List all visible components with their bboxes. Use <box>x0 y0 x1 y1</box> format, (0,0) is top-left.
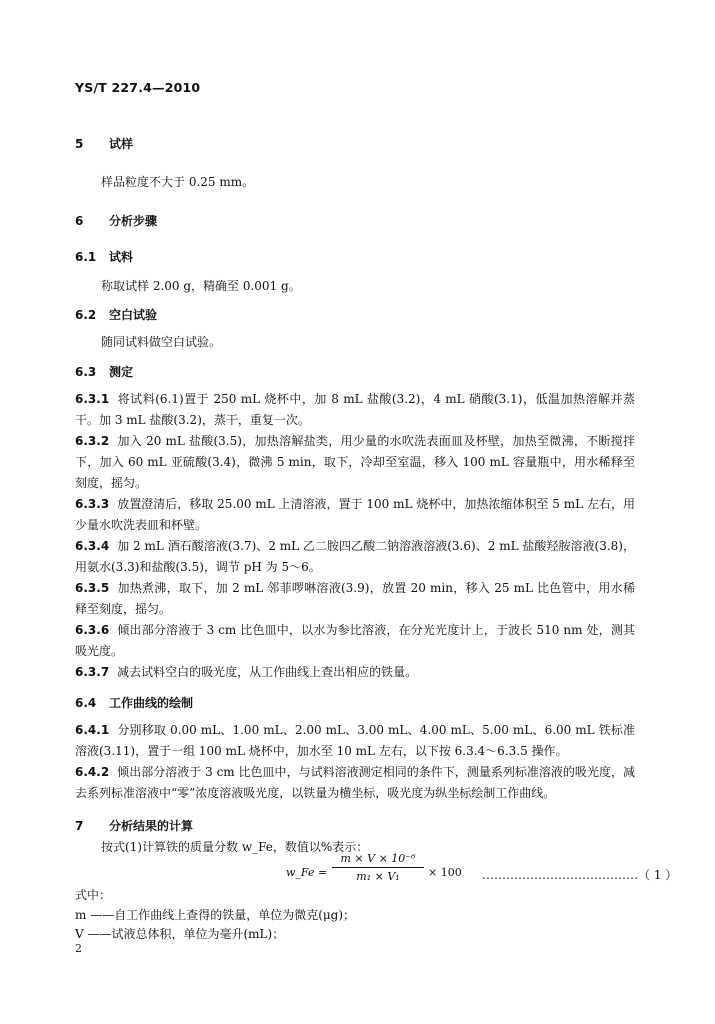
section-title: 分析步骤 <box>109 214 158 228</box>
clause-number: 6.3.3 <box>75 497 110 511</box>
section-number: 5 <box>75 137 84 151</box>
section-title: 分析结果的计算 <box>109 819 194 833</box>
para-6-3-2 <box>75 431 635 494</box>
clause-number: 6.3.4 <box>75 539 110 553</box>
para-6-3-3 <box>75 494 635 536</box>
formula-fraction <box>332 852 424 883</box>
equation-number: …………………………………（ 1 ） <box>482 868 678 882</box>
section-number: 6.2 <box>75 308 97 322</box>
section-number: 6.1 <box>75 250 97 264</box>
section-title: 工作曲线的绘制 <box>109 696 194 710</box>
clause-text: 倾出部分溶液于 3 cm 比色皿中，以水为参比溶液，在分光光度计上，于波长 510 nm 处，测其吸光度。 <box>75 623 635 658</box>
para-6-4-1 <box>75 720 635 762</box>
section-number: 6.4 <box>75 696 97 710</box>
clause-number: 6.3.6 <box>75 623 110 637</box>
section-6-3-heading <box>75 363 133 380</box>
clause-text: 加入 20 mL 盐酸(3.5)，加热溶解盐类，用少量的水吹洗表面皿及杯壁，加热至微沸，不断搅拌下，加入 60 mL 亚硫酸(3.4)，微沸 5 min，取下，冷却至室温，移入 100 mL 容量瓶中，用水稀释至刻度，摇匀。 <box>75 434 635 490</box>
clause-number: 6.3.1 <box>75 392 110 406</box>
clause-number: 6.4.1 <box>75 723 110 737</box>
clause-text: 将试料(6.1)置于 250 mL 烧杯中，加 8 mL 盐酸(3.2)，4 mL 硝酸(3.1)，低温加热溶解并蒸干。加 3 mL 盐酸(3.2)，蒸干，重复一次。 <box>75 392 635 427</box>
section-title: 试料 <box>109 250 134 264</box>
formula-denominator: m₁ × V₁ <box>356 870 400 883</box>
clause-number: 6.4.2 <box>75 765 110 779</box>
clause-text: 减去试料空白的吸光度，从工作曲线上查出相应的铁量。 <box>117 665 418 679</box>
para-6-3-5 <box>75 578 635 620</box>
section-7-heading <box>75 817 193 834</box>
page-number: 2 <box>75 942 82 955</box>
clause-text: 放置澄清后，移取 25.00 mL 上清溶液，置于 100 mL 烧杯中，加热浓缩体积至 5 mL 左右，用少量水吹洗表皿和杯壁。 <box>75 497 635 532</box>
section-title: 试样 <box>109 137 134 151</box>
section-number: 6 <box>75 214 84 228</box>
clause-number: 6.3.5 <box>75 581 110 595</box>
formula-numerator: m × V × 10⁻⁶ <box>340 852 416 865</box>
where-v-definition: V ——试液总体积，单位为毫升(mL)； <box>75 927 285 941</box>
section-title: 测定 <box>109 365 134 379</box>
section-title: 空白试验 <box>109 308 158 322</box>
section-number: 6.3 <box>75 365 97 379</box>
formula-rhs: × 100 <box>428 866 462 879</box>
section-6-1-heading <box>75 248 133 265</box>
clause-text: 加 2 mL 酒石酸溶液(3.7)、2 mL 乙二胺四乙酸二钠溶液溶液(3.6)、2 mL 盐酸羟胺溶液(3.8)，用氨水(3.3)和盐酸(3.5)，调节 pH 为 5～6。 <box>75 539 635 574</box>
clause-text: 倾出部分溶液于 3 cm 比色皿中，与试料溶液测定相同的条件下，测量系列标准溶液的吸光度，减去系列标准溶液中“零”浓度溶液吸光度，以铁量为横坐标，吸光度为纵坐标绘制工作曲线。 <box>75 765 635 800</box>
section-6-heading <box>75 212 157 229</box>
section-6-2-text: 随同试料做空白试验。 <box>101 335 222 349</box>
section-6-2-heading <box>75 306 157 323</box>
section-6-1-text: 称取试样 2.00 g，精确至 0.001 g。 <box>101 279 301 293</box>
para-6-3-1 <box>75 389 635 431</box>
section-5-heading <box>75 135 133 152</box>
para-6-3-4 <box>75 536 635 578</box>
standard-code-header: YS/T 227.4—2010 <box>75 80 201 95</box>
para-6-4-2 <box>75 762 635 804</box>
clause-text: 分别移取 0.00 mL、1.00 mL、2.00 mL、3.00 mL、4.00 mL、5.00 mL、6.00 mL 铁标准溶液(3.11)，置于一组 100 mL 烧杯中，加水至 10 mL 左右，以下按 6.3.4～6.3.5 操作。 <box>75 723 635 758</box>
para-6-3-7 <box>75 662 635 683</box>
section-6-4-heading <box>75 694 193 711</box>
section-7-intro: 按式(1)计算铁的质量分数 w_Fe，数值以%表示： <box>101 840 369 854</box>
fraction-bar <box>332 867 424 868</box>
where-m-definition: m ——自工作曲线上查得的铁量，单位为微克(μg)； <box>75 908 356 922</box>
section-5-text: 样品粒度不大于 0.25 mm。 <box>101 175 255 189</box>
clause-number: 6.3.2 <box>75 434 110 448</box>
formula-lhs: w_Fe = <box>286 866 328 879</box>
where-label: 式中： <box>75 888 112 902</box>
clause-text: 加热煮沸，取下，加 2 mL 邻菲啰啉溶液(3.9)，放置 20 min，移入 25 mL 比色管中，用水稀释至刻度，摇匀。 <box>75 581 635 616</box>
section-number: 7 <box>75 819 84 833</box>
clause-number: 6.3.7 <box>75 665 110 679</box>
para-6-3-6 <box>75 620 635 662</box>
